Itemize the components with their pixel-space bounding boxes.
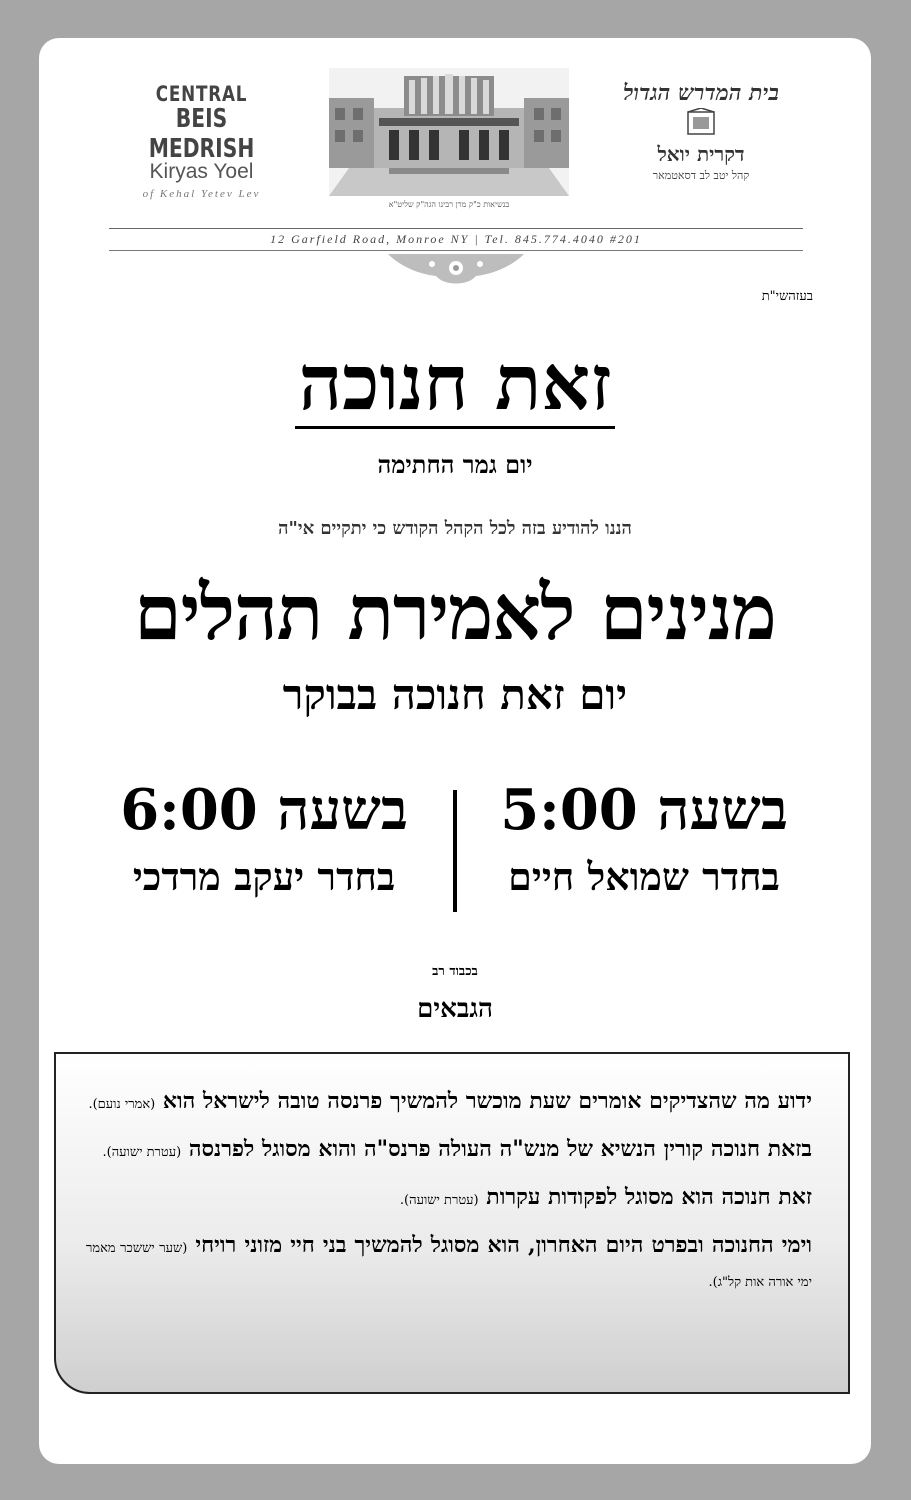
emblem-icon <box>684 108 718 136</box>
poster-page <box>39 38 871 1464</box>
hebrew-logo <box>599 80 803 182</box>
quote <box>86 1086 812 1120</box>
logo-kehal: of Kehal Yetev Lev <box>142 188 261 200</box>
hebrew-logo-kiryas-yoel: דקרית יואל <box>657 142 745 166</box>
hebrew-logo-kehal: קהל יטב לב דסאטמאר <box>652 169 750 182</box>
schedule-room: בחדר יעקב מרדכי <box>132 854 396 899</box>
quote <box>86 1230 812 1298</box>
headline: מנינים לאמירת תהלים <box>134 568 776 657</box>
bsd-mark: בעזהשי"ת <box>761 289 813 304</box>
schedule-time: בשעה 6:00 <box>120 777 408 843</box>
logo-central: CENTRAL <box>155 82 248 106</box>
header-rule-bottom <box>109 250 803 251</box>
letterhead <box>109 68 803 268</box>
quote-text: ידוע מה שהצדיקים אומרים שעת מוכשר להמשיך פרנסה טובה לישראל הוא <box>162 1088 812 1114</box>
quote-source: (עטרת ישועה). <box>399 1193 479 1208</box>
logo-beis-medrish: BEIS MEDRISH <box>148 104 255 164</box>
logo-kiryas-yoel: Kiryas Yoel <box>149 160 254 183</box>
quote <box>86 1182 812 1216</box>
quote-source: (שער יששכר מאמר ימי אורה אות קל"ג). <box>86 1241 812 1290</box>
page-title <box>39 338 871 429</box>
quote-text: וימי החנוכה ובפרט היום האחרון, הוא מסוגל להמשיך בני חיי מזוני רויחי <box>195 1232 812 1258</box>
schedule <box>39 778 871 913</box>
building-image <box>329 68 569 196</box>
announcement: הננו להודיע בזה לכל הקהל הקודש כי יתקיים אי"ה <box>278 518 632 539</box>
schedule-item <box>459 778 829 902</box>
schedule-room: בחדר שמואל חיים <box>508 854 780 899</box>
signoff-prefix: בכבוד רב <box>432 964 478 979</box>
schedule-time: בשעה 5:00 <box>500 777 788 843</box>
hebrew-logo-title: בית המדרש הגדול <box>623 80 779 106</box>
page-title-text: זאת חנוכה <box>295 340 616 429</box>
quote-text: בזאת חנוכה קורין הנשיא של מנש"ה העולה פרנס"ה והוא מסוגל לפרנסה <box>188 1136 812 1162</box>
building-caption: בנשיאות כ"ק מרן רבינו הגה"ק שליט"א <box>388 200 510 209</box>
subtitle: יום גמר החתימה <box>377 450 533 479</box>
schedule-item <box>79 778 449 902</box>
header-rule-top <box>109 228 803 229</box>
day-line: יום זאת חנוכה בבוקר <box>282 670 628 719</box>
schedule-divider <box>453 790 457 912</box>
english-logo <box>109 82 294 200</box>
quote-source: (עטרת ישועה). <box>102 1145 182 1160</box>
header-address: 12 Garfield Road, Monroe NY | Tel. 845.774.4040 #201 <box>270 232 642 246</box>
quote-text: זאת חנוכה הוא מסוגל לפקודות עקרות <box>486 1184 812 1210</box>
ornament-icon <box>384 252 528 288</box>
signoff: הגבאים <box>417 994 493 1024</box>
quotes-box <box>54 1052 850 1394</box>
quote <box>86 1134 812 1168</box>
quote-source: (אמרי נועם). <box>88 1097 156 1112</box>
